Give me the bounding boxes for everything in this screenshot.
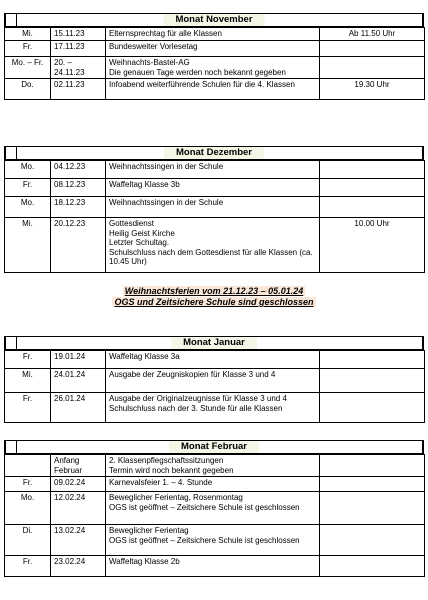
table-row [5, 179, 425, 197]
table-row [5, 477, 425, 492]
table-row [5, 79, 425, 100]
day-cell: Fr. [5, 556, 51, 577]
table-row [5, 41, 425, 57]
table-row [5, 525, 425, 556]
day-cell: Fr. [5, 477, 51, 492]
time-cell [320, 179, 425, 197]
time-cell [320, 393, 425, 423]
day-cell: Fr. [5, 179, 51, 197]
holiday-notice [0, 286, 428, 308]
event-cell: Weihnachtssingen in der Schule [106, 161, 320, 179]
event-cell: 2. Klassenpflegschaftssitzungen Termin wird noch bekannt gegeben [106, 455, 320, 477]
time-cell [320, 492, 425, 525]
table-row [5, 393, 425, 423]
event-cell: Waffeltag Klasse 3a [106, 351, 320, 369]
date-cell: 13.02.24 [51, 525, 106, 556]
event-cell: Gottesdienst Heilig Geist Kirche Letzter Schultag. Schulschluss nach dem Gottesdienst für alle Klassen (ca. 10.45 Uhr) [106, 218, 320, 273]
time-cell [320, 369, 425, 393]
day-cell: Mo. [5, 161, 51, 179]
time-cell [320, 41, 425, 57]
time-cell [320, 351, 425, 369]
event-cell: Bundesweiter Vorlesetag [106, 41, 320, 57]
time-cell [320, 161, 425, 179]
date-cell: 19.01.24 [51, 351, 106, 369]
time-cell [320, 57, 425, 79]
date-cell: 20.12.23 [51, 218, 106, 273]
day-cell: Mi. [5, 218, 51, 273]
month-dezember [4, 146, 424, 273]
table-row [5, 197, 425, 218]
table-row [5, 455, 425, 477]
day-cell: Mo. [5, 492, 51, 525]
event-cell: Ausgabe der Originalzeugnisse für Klasse 3 und 4 Schulschluss nach der 3. Stunde für alle Klassen [106, 393, 320, 423]
holiday-line-1: Weihnachtsferien vom 21.12.23 – 05.01.24 [124, 286, 304, 296]
table-row [5, 492, 425, 525]
time-cell: 19.30 Uhr [320, 79, 425, 100]
table-row [5, 57, 425, 79]
date-cell: 24.01.24 [51, 369, 106, 393]
month-februar [4, 440, 424, 577]
date-cell: 08.12.23 [51, 179, 106, 197]
month-november [4, 13, 424, 100]
table-row [5, 161, 425, 179]
month-header [4, 13, 424, 27]
date-cell: 26.01.24 [51, 393, 106, 423]
date-cell: 15.11.23 [51, 28, 106, 41]
date-cell: 23.02.24 [51, 556, 106, 577]
table-row [5, 28, 425, 41]
event-cell: Infoabend weiterführende Schulen für die 4. Klassen [106, 79, 320, 100]
date-cell: 12.02.24 [51, 492, 106, 525]
date-cell: 02.11.23 [51, 79, 106, 100]
time-cell [320, 197, 425, 218]
event-cell: Beweglicher Ferientag OGS ist geöffnet – Zeitsichere Schule ist geschlossen [106, 525, 320, 556]
date-cell: 18.12.23 [51, 197, 106, 218]
month-title: Monat Februar [169, 441, 259, 453]
day-cell: Mo. – Fr. [5, 57, 51, 79]
event-table [4, 350, 425, 423]
event-cell: Karnevalsfeier 1. – 4. Stunde [106, 477, 320, 492]
event-cell: Ausgabe der Zeugniskopien für Klasse 3 und 4 [106, 369, 320, 393]
month-header [4, 146, 424, 160]
table-row [5, 351, 425, 369]
month-title: Monat Januar [171, 337, 257, 349]
day-cell: Do. [5, 79, 51, 100]
day-cell: Di. [5, 525, 51, 556]
day-cell: Fr. [5, 41, 51, 57]
table-row [5, 369, 425, 393]
event-cell: Waffeltag Klasse 3b [106, 179, 320, 197]
time-cell [320, 525, 425, 556]
event-cell: Weihnachtssingen in der Schule [106, 197, 320, 218]
day-cell [5, 455, 51, 477]
date-cell: Anfang Februar [51, 455, 106, 477]
month-title: Monat Dezember [164, 147, 264, 159]
month-januar [4, 336, 424, 423]
date-cell: 20. – 24.11.23 [51, 57, 106, 79]
date-cell: 04.12.23 [51, 161, 106, 179]
date-cell: 17.11.23 [51, 41, 106, 57]
month-header [4, 440, 424, 454]
day-cell: Mi. [5, 369, 51, 393]
event-table [4, 160, 425, 273]
event-cell: Elternsprechtag für alle Klassen [106, 28, 320, 41]
time-cell: Ab 11.50 Uhr [320, 28, 425, 41]
month-header [4, 336, 424, 350]
holiday-line-2: OGS und Zeitsichere Schule sind geschlossen [114, 297, 314, 307]
event-cell: Beweglicher Ferientag, Rosenmontag OGS ist geöffnet – Zeitsichere Schule ist geschlossen [106, 492, 320, 525]
table-row [5, 556, 425, 577]
event-table [4, 27, 425, 100]
month-title: Monat November [163, 14, 264, 26]
time-cell: 10.00 Uhr [320, 218, 425, 273]
table-row [5, 218, 425, 273]
date-cell: 09.02.24 [51, 477, 106, 492]
day-cell: Fr. [5, 351, 51, 369]
time-cell [320, 477, 425, 492]
day-cell: Mo. [5, 197, 51, 218]
event-table [4, 454, 425, 577]
event-cell: Weihnachts-Bastel-AG Die genauen Tage werden noch bekannt gegeben [106, 57, 320, 79]
day-cell: Fr. [5, 393, 51, 423]
event-cell: Waffeltag Klasse 2b [106, 556, 320, 577]
time-cell [320, 455, 425, 477]
time-cell [320, 556, 425, 577]
day-cell: Mi. [5, 28, 51, 41]
